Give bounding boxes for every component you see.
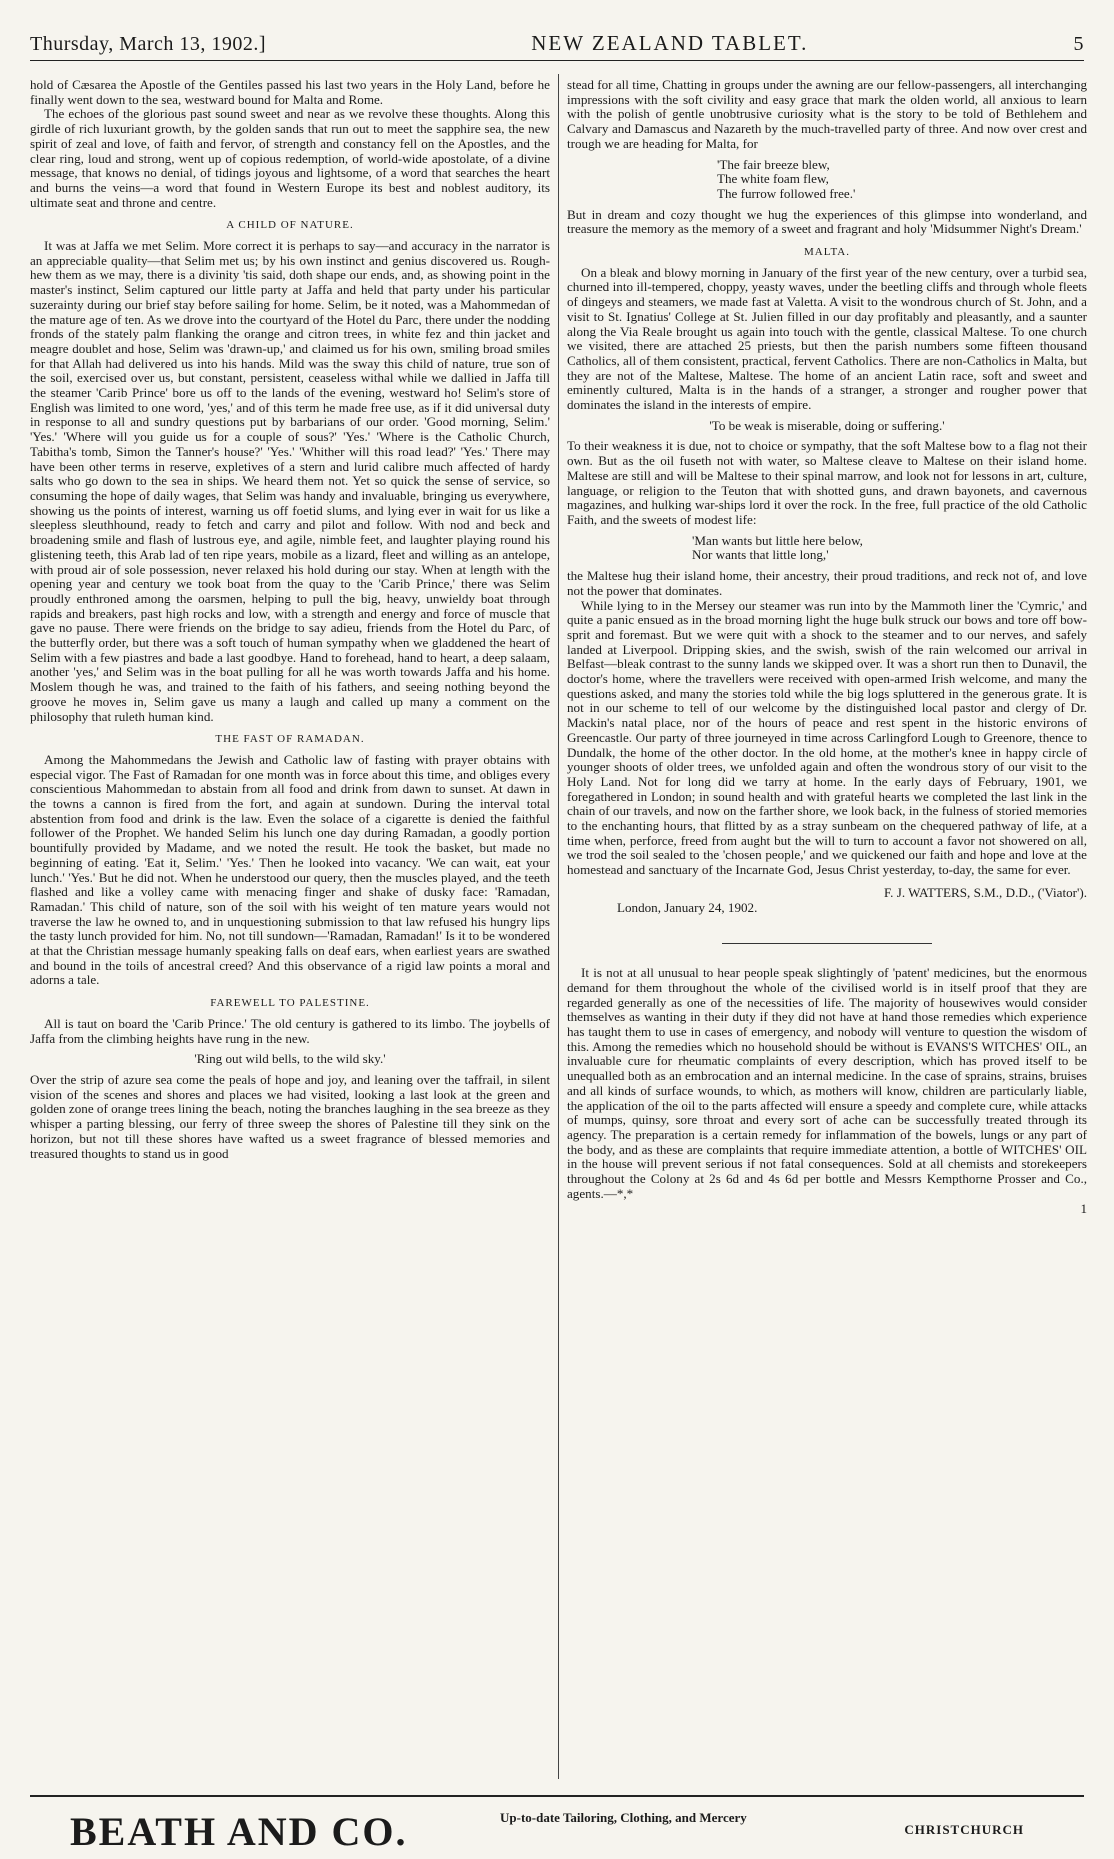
section-heading: A CHILD OF NATURE. <box>226 219 354 232</box>
paragraph: hold of Cæsarea the Apostle of the Gentiles passed his last two years in the Holy Land, before he finally went down to the sea, westward bound for Malta and Rome. <box>30 77 550 107</box>
footer-rule <box>30 1795 1084 1797</box>
verse-line: The white foam flew, <box>717 171 829 187</box>
section-heading: FAREWELL TO PALESTINE. <box>210 997 370 1010</box>
paragraph: stead for all time, Chatting in groups under the awning are our fellow-passengers, all interchanging impressions with the soft civility and easy grace that mark the olden world, all anxious to learn with the polish of gentle unobtrusive curiosity what is the story to be told of Bethlehem and Calvary and Damascus and Nazareth by the much-travelled party of three. And now over crest and trough we are heading for Malta, for <box>567 77 1087 151</box>
verse <box>692 534 1087 563</box>
quotation: 'Ring out wild bells, to the wild sky.' <box>194 1051 386 1067</box>
verse <box>717 158 1087 202</box>
column-divider <box>558 74 559 1779</box>
brand-city: CHRISTCHURCH <box>904 1822 1024 1837</box>
section-heading: THE FAST OF RAMADAN. <box>215 733 365 746</box>
paragraph: On a bleak and blowy morning in January of the first year of the new century, over a turbid sea, churned into ill-tempered, choppy, yeasty waves, under the beetling cliffs and through whole fleets of dingeys and steamers, we made fast at Valetta. A visit to the wondrous church of St. John, and a visit to St. Ignatius' College at St. Julien filled in our day profitably and pleasantly, and a saunter along the Via Reale brought us again into touch with the gentle, classical Maltese. To one church we visited, there are attached 25 priests, but then the parish numbers some fifteen thousand Catholics, all of them consistent, practical, fervent Catholics. There are non-Catholics in Malta, but they are not of the Maltese, Maltese. The home of an ancient Latin race, soft and sweet and eminently cultured, Malta is in the hands of a stranger, a stronger and rougher power that dominates the island in the interests of empire. <box>567 264 1087 413</box>
masthead-title: NEW ZEALAND TABLET. <box>531 31 809 55</box>
verse-line: Nor wants that little long,' <box>692 547 829 563</box>
paragraph: The echoes of the glorious past sound sweet and near as we revolve these thoughts. Along this girdle of rich luxuriant growth, by the golden sands that run out to meet the sapphire sea, the new spirit of zeal and love, of faith and fervor, of strength and constancy fell on the Apostles, and the clear ring, loud and strong, went up of copious redemption, of world-wide apostolate, of a divine message, that knows no denial, of tidings joyous and lightsome, of a word that searches the heart and burns the veins—a word that found in Western Europe its best and noblest auditory, its ultimate seat and throne and centre. <box>30 106 550 210</box>
paragraph: It was at Jaffa we met Selim. More correct it is perhaps to say—and accuracy in the narrator is an appreciable quality—that Selim met us; by his own instinct and genius discovered us. Rough-hew them as we may, there is a divinity 'tis said, doth shape our ends, and, as showing point in the master's instinct, Selim captured our little party at Jaffa and held that party under his particular suzerainty during our brief stay before sailing for home. Selim, be it noted, was a Mahommedan of the mature age of ten. As we drove into the courtyard of the Hotel du Parc, there under the nodding fronds of the stately palm flanking the orange and citron trees, in white fez and thin jacket and meagre doublet and hose, Selim was 'drawn-up,' and claimed us for his own, smiling broad smiles for that Allah had delivered us into his hands. Mild was the sway this child of nature, true son of the soil, exercised over us, but constant, persistent, ceaseless withal while we dallied in Jaffa till the steamer 'Carib Prince' bore us off to the lands of the evening, westward ho! Selim's store of English was limited to one word, 'yes,' and of this term he made free use, as if it did universal duty in response to all and sundry questions put by barbarians of our order. 'Good morning, Selim.' 'Yes.' 'Where will you guide us for a couple of sous?' 'Yes.' 'Where is the Catholic Church, Tabitha's tomb, Simon the Tanner's house?' 'Yes.' 'Whither will this road lead?' 'Yes.' There may have been other terms in reserve, expletives of a stern and lurid calibre much affected of hardy salts who go down to the sea in ships. We heard them not. Yet so quick the sense of service, so consuming the hope of daily wages, that Selim was handy and invaluable, bringing us everywhere, showing us the points of interest, warning us off foetid slums, and lying ever in wait for us like a sleepless sleuthhound, ready to fetch and carry and pilot and follow. With nod and beck and broadening smile and flash of lustrous eye, and agile, nimble feet, and laughter playing round his glistening teeth, this Arab lad of ten ripe years, mobile as a lizard, fleet and willing as an antelope, with proud air of sole possession, never relaxed his hold during our stay. When at length with the opening year and century we took boat from the quay to the 'Carib Prince,' there was Selim proudly enthroned among the oarsmen, helping to pull the big, heavy, unwieldy boat through rapids and breakers, past high rocks and low, with a strength and energy and force of muscle that gave no pause. There were friends on the bridge to say adieu, friends from the Hotel du Parc, of the butterfly order, but there was a soft touch of human sympathy when we gladdened the heart of Selim with a few piastres and bade a last goodbye. Hand to forehead, hand to heart, a deep salaam, another 'yes,' and Selim was in the boat pulling for all he was worth towards Jaffa and his home. Moslem though he was, and trained to the faith of his fathers, and seeing nothing beyond the groove he moves in, Selim gave us many a laugh and called up many a comment on the philosophy that ruleth human kind. <box>30 238 550 724</box>
verse-line: The furrow followed free.' <box>717 185 856 201</box>
page-number: 5 <box>1073 33 1084 55</box>
verse-line: 'Man wants but little here below, <box>692 532 863 548</box>
paragraph: the Maltese hug their island home, their ancestry, their proud traditions, and reck not of, and love not the power that dominates. <box>567 568 1087 598</box>
footer-advert <box>30 1800 1084 1854</box>
brand-tagline: Up-to-date Tailoring, Clothing, and Mercery <box>500 1810 747 1825</box>
paragraph: But in dream and cozy thought we hug the experiences of this glimpse into wonderland, and treasure the memory as the memory of a sweet and fragrant and holy 'Midsummer Night's Dream.' <box>567 206 1087 237</box>
author-signature: F. J. WATTERS, S.M., D.D., ('Viator'). <box>883 884 1087 900</box>
advert-rule <box>722 943 932 944</box>
dateline: London, January 24, 1902. <box>617 899 758 915</box>
page-header <box>30 26 1084 56</box>
section-heading: MALTA. <box>804 246 850 259</box>
right-column <box>567 78 1087 1216</box>
paragraph: Among the Mahommedans the Jewish and Catholic law of fasting with prayer obtains with especial vigor. The Fast of Ramadan for one month was in force about this time, and obliges every conscientious Mahommedan to abstain from all food and drink from dawn to sunset. At dawn in the towns a cannon is fired from the fort, and again at sundown. During the interval total abstention from food and drink is the law. Even the solace of a cigarette is denied the faithful follower of the Prophet. We handed Selim his lunch one day during Ramadan, a goodly portion bountifully provided by Madame, and we noted the result. He took the basket, but made no beginning of eating. 'Eat it, Selim.' 'Yes.' Then he looked into vacancy. 'We can wait, eat your lunch.' 'Yes.' But he did not. When he understood our query, then the muscles played, and the teeth flashed and like a volley came with menacing finger and shake of dusky face: 'Ramadan, Ramadan.' This child of nature, son of the soil with his weight of ten mature years would not traverse the law he owned to, and in unquestioning submission to that law refused his hungry lips the tasty lunch provided for him. No, not till sundown—'Ramadan, Ramadan!' Is it to be wondered at that the Christian message humanly speaking falls on deaf ears, when earliest years are swathed and bound in the toils of ancestral creed? And this observance of a rigid law points a moral and adorns a tale. <box>30 751 550 988</box>
paragraph: Over the strip of azure sea come the peals of hope and joy, and leaning over the taffrail, in silent vision of the scenes and shores and places we had visited, looking a last look at the green and golden zone of orange trees lining the beach, noting the branches laughing in the sea breeze as they whisper a parting blessing, our ferry of three sweep the shores of Palestine till they sink on the horizon, but not till these shores have wafted us a sweet fragrance of blessed memories and treasured thoughts to stand us in good <box>30 1072 550 1161</box>
quotation: 'To be weak is miserable, doing or suffering.' <box>709 417 945 433</box>
advertisement-text: It is not at all unusual to hear people speak slightingly of 'patent' medicines, but the enormous demand for them throughout the whole of the civilised world is in itself proof that they are regarded generally as one of the necessities of life. The majority of housewives would consider themselves as wanting in their duty if they did not have at hand those remedies which experience has taught them to use in cases of emergency, and nobody will venture to question the wisdom of this. Among the remedies which no household should be without is EVANS'S WITCHES' OIL, an invaluable cure for rheumatic complaints of every description, which has proved itself to be unequalled both as an embrocation and an internal medicine. In the case of sprains, strains, bruises and all kinds of surface wounds, to which, as mothers will know, children are particularly liable, the application of the oil to the parts affected will ensure a speedy and complete cure, while attacks of mumps, quinsy, sore throat and every sort of ache can be successfully treated through its agency. The preparation is a certain remedy for inflammation of the bowels, lungs or any part of the body, and as these are complaints that require immediate attention, a bottle of WITCHES' OIL in the house will prevent serious if not fatal consequences. Sold at all chemists and storekeepers throughout the Colony at 2s 6d and 4s 6d per bottle and Messrs Kempthorne Prosser and Co., agents.—*,* <box>567 965 1087 1201</box>
header-rule <box>30 60 1084 61</box>
advert-marker: 1 <box>1080 1200 1087 1216</box>
left-column <box>30 78 550 1798</box>
paragraph: To their weakness it is due, not to choice or sympathy, that the soft Maltese bow to a flag not their own. But as the oil fuseth not with water, so Maltese cleave to Maltese on their island home. Maltese are still and will be Maltese to their spinal marrow, and look not for lessons in art, culture, language, or religion to the Teuton that with shotted guns, and drawn bayonets, and cavernous magazines, and hulking war-ships lord it over the rock. In the free, full practice of the old Catholic Faith, and the sweets of modest life: <box>567 438 1087 527</box>
issue-date: Thursday, March 13, 1902.] <box>30 33 267 55</box>
verse-line: 'The fair breeze blew, <box>717 156 830 172</box>
paragraph: While lying to in the Mersey our steamer was run into by the Mammoth liner the 'Cymric,' and quite a panic ensued as in the broad morning light the huge bulk struck our bows and tore off bow-sprit and foremast. But we were quit with a shock to the steamer and to our nerves, and safely landed at Liverpool. Dripping skies, and the swish, swish of the rain welcomed our arrival in Belfast—bleak contrast to the sunny lands we skipped over. It was a short run then to Dunavil, the doctor's home, where the travellers were received with open-armed Irish welcome, and many the questions asked, and many the stories told while the big logs spluttered in the generous grate. It is not in our scheme to tell of our welcome by the distinguished local pastor and clergy of Dr. Mackin's natal place, nor of the hours of peace and rest spent in the historic environs of Greencastle. Our party of three journeyed in time across Carlingford Lough to Greenore, thence to Dundalk, the home of the other doctor. In the old home, at the mother's knee in happy circle of younger shoots of older trees, we unfolded again and often the wondrous story of our visit to the Holy Land. Not for long did we tarry at home. In the early days of February, 1901, we foregathered in London; in sound health and with grateful hearts we completed the last link in the chain of our travels, and now on the farther shore, we look back, in the fulness of storied memories to the enchanting hours, that flitted by as a stray sunbeam on the chequered pathway of life, at a time when, perforce, freed from aught but the will to turn to account a favor not showered on all, we trod the soil sealed to the 'chosen people,' and we quickened our faith and hope and love at the homestead and sanctuary of the Incarnate God, Jesus Christ yesterday, to-day, the same for ever. <box>567 597 1087 878</box>
brand-name: BEATH AND CO. <box>70 1809 408 1854</box>
paragraph: All is taut on board the 'Carib Prince.' The old century is gathered to its limbo. The joybells of Jaffa from the climbing heights have rung in the new. <box>30 1015 550 1046</box>
